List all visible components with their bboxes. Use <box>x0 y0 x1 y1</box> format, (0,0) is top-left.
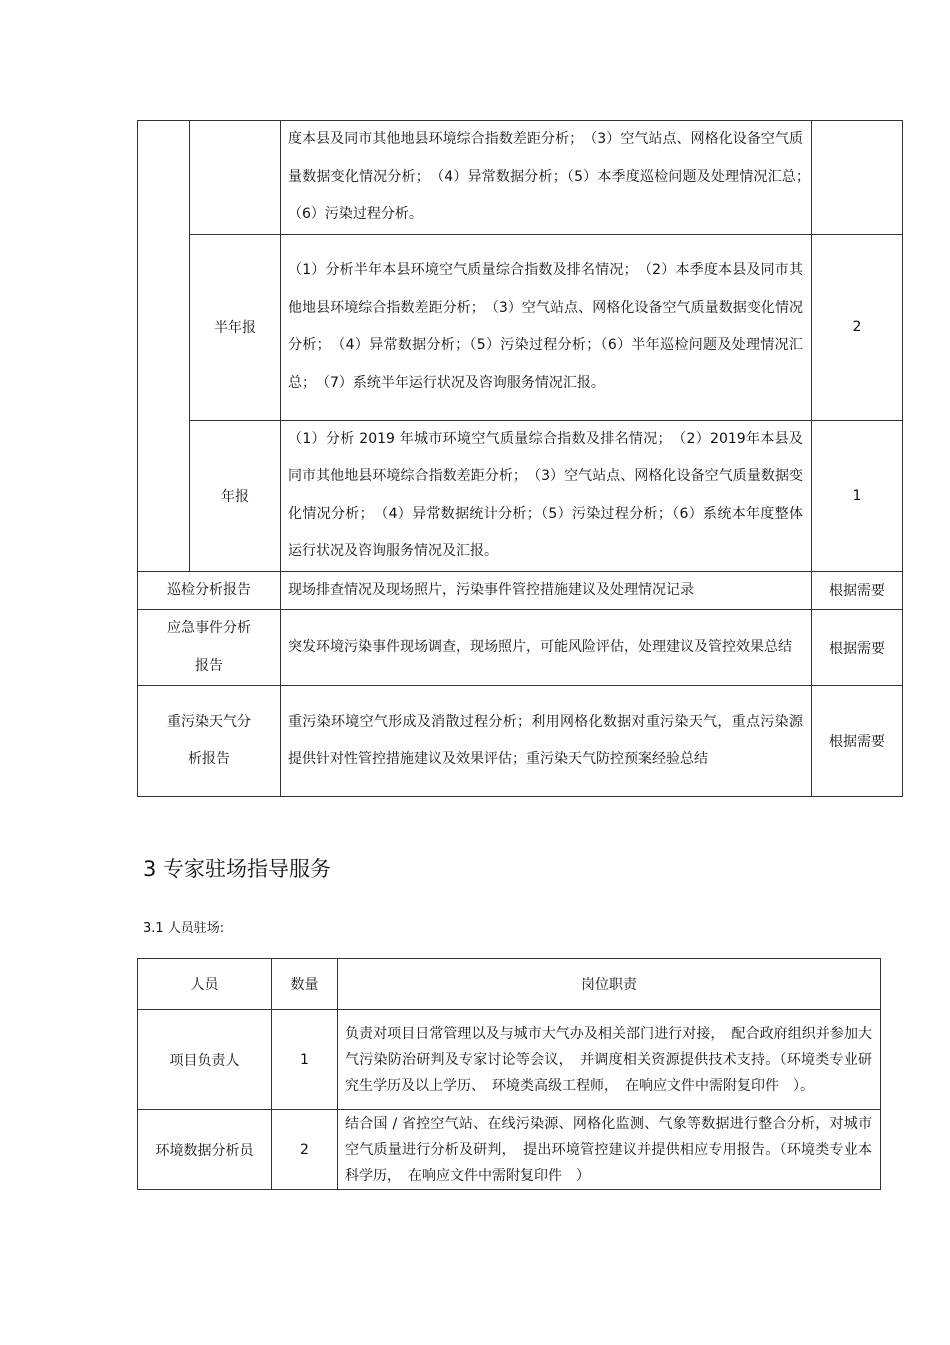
frequency-cell: 根据需要 <box>812 610 903 686</box>
duty-cell: 负责对项目日常管理以及与城市大气办及相关部门进行对接， 配合政府组织并参加大气污染防治研判及专家讨论等会议， 并调度相关资源提供技术支持。（环境类专业研究生学历及以上学历、 环境类高级工程师， 在响应文件中需附复印件 ）。 <box>338 1010 881 1110</box>
description-cell: 度本县及同市其他地县环境综合指数差距分析； （3）空气站点、网格化设备空气质量数据变化情况分析； （4）异常数据分析；（5）本季度巡检问题及处理情况汇总； （6）污染过程分析。 <box>281 121 812 235</box>
staff-table <box>137 958 881 1190</box>
table-row <box>138 234 903 420</box>
subsection-heading: 3.1 人员驻场: <box>143 921 225 936</box>
frequency-cell: 根据需要 <box>812 686 903 797</box>
sub-category-cell: 年报 <box>190 420 281 571</box>
description-cell: （1）分析 2019 年城市环境空气质量综合指数及排名情况； （2）2019年本县及同市其他地县环境综合指数差距分析； （3）空气站点、网格化设备空气质量数据变化情况分析； （4）异常数据统计分析；（5）污染过程分析；（6）系统本年度整体运行状况及咨询服务情况及汇报。 <box>281 420 812 571</box>
table-row <box>138 420 903 571</box>
table-row <box>138 571 903 610</box>
section-heading: 3 专家驻场指导服务 <box>143 857 332 881</box>
header-count: 数量 <box>272 959 338 1010</box>
description-cell: （1）分析半年本县环境空气质量综合指数及排名情况； （2）本季度本县及同市其他地县环境综合指数差距分析； （3）空气站点、网格化设备空气质量数据变化情况分析； （4）异常数据分析；（5）污染过程分析；（6）半年巡检问题及处理情况汇总； （7）系统半年运行状况及咨询服务情况汇报。 <box>281 234 812 420</box>
count-cell: 1 <box>272 1010 338 1110</box>
frequency-cell <box>812 121 903 235</box>
duty-cell: 结合国 / 省控空气站、在线污染源、网格化监测、气象等数据进行整合分析，对城市空气质量进行分析及研判， 提出环境管控建议并提供相应专用报告。（环境类专业本科学历， 在响应文件中需附复印件 ） <box>338 1110 881 1190</box>
report-name-cell: 重污染天气分析报告 <box>138 686 281 797</box>
table-row <box>138 121 903 235</box>
count-cell: 2 <box>272 1110 338 1190</box>
merged-category-cell <box>138 121 190 572</box>
table-row <box>138 1010 881 1110</box>
frequency-cell: 2 <box>812 234 903 420</box>
description-cell: 重污染环境空气形成及消散过程分析；利用网格化数据对重污染天气，重点污染源提供针对性管控措施建议及效果评估；重污染天气防控预案经验总结 <box>281 686 812 797</box>
table-row <box>138 1110 881 1190</box>
table-header-row <box>138 959 881 1010</box>
table-row <box>138 610 903 686</box>
frequency-cell: 1 <box>812 420 903 571</box>
header-role: 人员 <box>138 959 272 1010</box>
sub-category-cell: 半年报 <box>190 234 281 420</box>
report-name-cell: 巡检分析报告 <box>138 571 281 610</box>
role-cell: 项目负责人 <box>138 1010 272 1110</box>
role-cell: 环境数据分析员 <box>138 1110 272 1190</box>
report-name-cell: 应急事件分析报告 <box>138 610 281 686</box>
description-cell: 突发环境污染事件现场调查，现场照片，可能风险评估，处理建议及管控效果总结 <box>281 610 812 686</box>
report-table <box>137 120 903 797</box>
header-duty: 岗位职责 <box>338 959 881 1010</box>
sub-category-cell <box>190 121 281 235</box>
description-cell: 现场排查情况及现场照片，污染事件管控措施建议及处理情况记录 <box>281 571 812 610</box>
table-row <box>138 686 903 797</box>
frequency-cell: 根据需要 <box>812 571 903 610</box>
